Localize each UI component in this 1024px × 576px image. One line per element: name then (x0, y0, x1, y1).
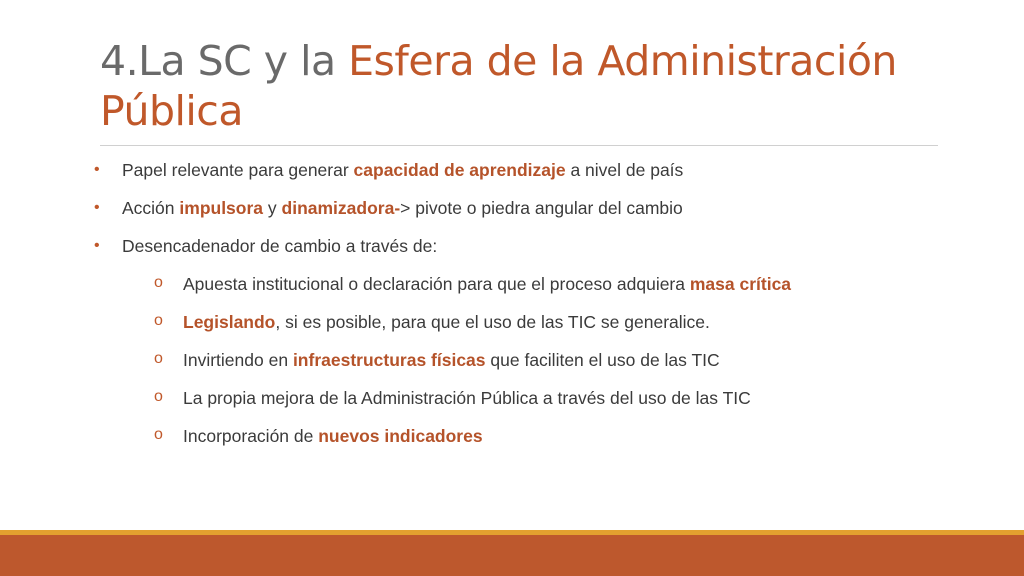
slide-title (100, 36, 940, 136)
subbullet-text: La propia mejora de la Administración Pública a través del uso de las TIC (183, 388, 751, 408)
bullet-item (94, 235, 438, 257)
bullet-text: Acción (122, 198, 180, 218)
bullet-text: y (263, 198, 282, 218)
subbullet-emphasis: Legislando (183, 312, 276, 332)
subbullet-marker: o (154, 350, 163, 367)
bullet-emphasis: dinamizadora- (281, 198, 401, 218)
bullet-marker: • (94, 161, 100, 178)
bullet-text: Papel relevante para generar (122, 160, 354, 180)
title-divider (100, 145, 938, 146)
subbullet-item (154, 425, 483, 447)
subbullet-emphasis: infraestructuras físicas (292, 350, 486, 370)
subbullet-marker: o (154, 312, 163, 329)
bullet-marker: • (94, 199, 100, 216)
subbullet-text: Invirtiendo en (183, 350, 293, 370)
bullet-text: a nivel de país (565, 160, 684, 180)
subbullet-marker: o (154, 426, 163, 443)
bullet-text: Desencadenador de cambio a través de: (122, 236, 438, 256)
subbullet-item (154, 273, 792, 295)
subbullet-item (154, 311, 710, 333)
subbullet-marker: o (154, 274, 163, 291)
subbullet-item (154, 349, 720, 371)
bullet-emphasis: capacidad de aprendizaje (353, 160, 566, 180)
bullet-text: > pivote o piedra angular del cambio (400, 198, 683, 218)
subbullet-item (154, 387, 751, 409)
subbullet-emphasis: masa crítica (689, 274, 792, 294)
bullet-emphasis: impulsora (179, 198, 264, 218)
subbullet-marker: o (154, 388, 163, 405)
subbullet-text: Apuesta institucional o declaración para que el proceso adquiera (183, 274, 690, 294)
bullet-item (94, 159, 684, 181)
slide-title-plain: 4.La SC y la (100, 37, 349, 85)
bullet-marker: • (94, 237, 100, 254)
bullet-item (94, 197, 683, 219)
subbullet-text: que faciliten el uso de las TIC (485, 350, 720, 370)
subbullet-emphasis: nuevos indicadores (318, 426, 483, 446)
subbullet-text: Incorporación de (183, 426, 319, 446)
subbullet-text: , si es posible, para que el uso de las TIC se generalice. (275, 312, 710, 332)
footer-bar (0, 535, 1024, 576)
slide-title-accent: Esfera de la Administración Pública (100, 37, 897, 135)
